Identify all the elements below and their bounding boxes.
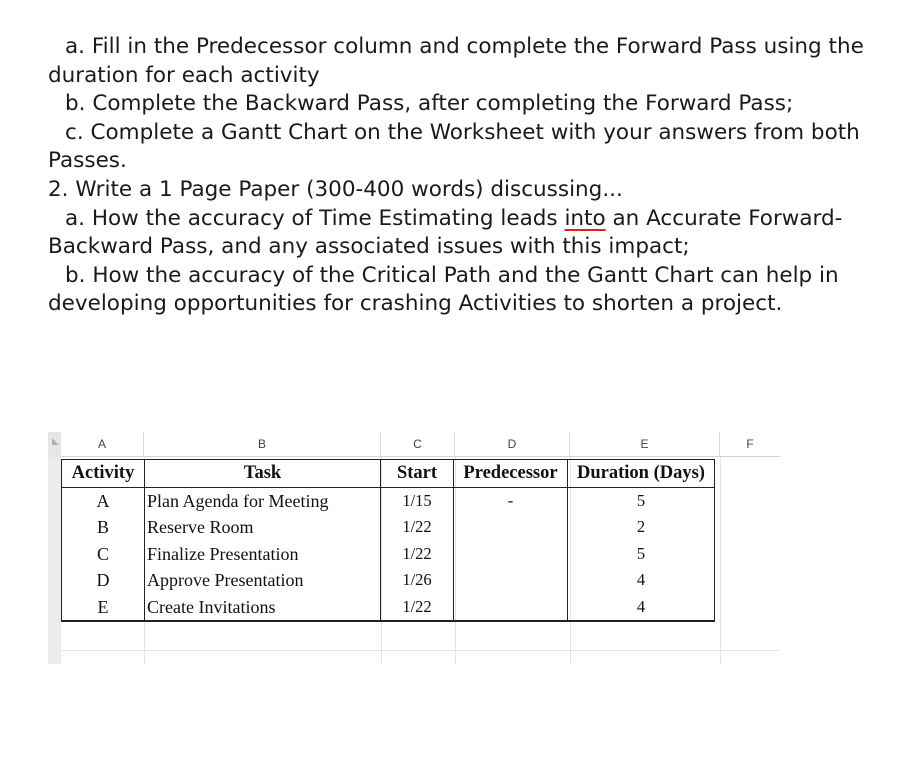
instruction-2b: b. How the accuracy of the Critical Path and the Gantt Chart can help in developing opportunities for crashing Activities to shorten a project. xyxy=(48,262,839,317)
cell-duration[interactable]: 5 xyxy=(568,541,715,568)
header-predecessor: Predecessor xyxy=(454,460,568,488)
cell-activity[interactable]: B xyxy=(62,514,145,541)
instruction-2a-pre: a. How the accuracy of Time Estimating leads xyxy=(65,205,565,231)
header-task: Task xyxy=(145,460,381,488)
column-header-f: F xyxy=(720,432,780,457)
assignment-instructions xyxy=(48,33,878,319)
cell-start[interactable]: 1/22 xyxy=(381,541,454,568)
row-header-strip xyxy=(48,457,61,664)
cell-predecessor[interactable]: - xyxy=(454,487,568,514)
header-duration: Duration (Days) xyxy=(568,460,715,488)
table-row xyxy=(62,541,715,568)
cell-duration[interactable]: 5 xyxy=(568,487,715,514)
cell-start[interactable]: 1/22 xyxy=(381,514,454,541)
instruction-1c: c. Complete a Gantt Chart on the Worksheet with your answers from both Passes. xyxy=(48,119,860,174)
cell-predecessor[interactable] xyxy=(454,594,568,622)
cell-activity[interactable]: D xyxy=(62,567,145,594)
cell-task[interactable]: Reserve Room xyxy=(145,514,381,541)
cell-duration[interactable]: 2 xyxy=(568,514,715,541)
cell-start[interactable]: 1/22 xyxy=(381,594,454,622)
table-row xyxy=(62,514,715,541)
cell-activity[interactable]: E xyxy=(62,594,145,622)
column-header-e: E xyxy=(570,432,720,457)
cell-task[interactable]: Create Invitations xyxy=(145,594,381,622)
cell-task[interactable]: Finalize Presentation xyxy=(145,541,381,568)
instruction-1a: a. Fill in the Predecessor column and complete the Forward Pass using the duration for each activity xyxy=(48,34,864,88)
cell-task[interactable]: Plan Agenda for Meeting xyxy=(145,487,381,514)
table-row xyxy=(62,487,715,514)
instruction-1b: b. Complete the Backward Pass, after completing the Forward Pass; xyxy=(65,91,794,117)
column-header-b: B xyxy=(144,432,381,457)
cell-predecessor[interactable] xyxy=(454,541,568,568)
table-row xyxy=(62,567,715,594)
cell-predecessor[interactable] xyxy=(454,514,568,541)
cell-duration[interactable]: 4 xyxy=(568,594,715,622)
column-header-c: C xyxy=(381,432,455,457)
cell-activity[interactable]: A xyxy=(62,487,145,514)
instruction-2a xyxy=(48,205,878,262)
spreadsheet-screenshot xyxy=(48,432,780,664)
column-header-d: D xyxy=(455,432,570,457)
instruction-2a-post: an Accurate Forward-Backward Pass, and any associated issues with this impact; xyxy=(48,205,843,260)
cell-start[interactable]: 1/26 xyxy=(381,567,454,594)
table-row xyxy=(62,594,715,622)
cell-duration[interactable]: 4 xyxy=(568,567,715,594)
column-header-a: A xyxy=(61,432,144,457)
cell-task[interactable]: Approve Presentation xyxy=(145,567,381,594)
header-start: Start xyxy=(381,460,454,488)
cell-predecessor[interactable] xyxy=(454,567,568,594)
select-all-corner xyxy=(48,432,62,457)
cell-activity[interactable]: C xyxy=(62,541,145,568)
header-activity: Activity xyxy=(62,460,145,488)
activity-table xyxy=(61,459,715,622)
instruction-2: 2. Write a 1 Page Paper (300-400 words) discussing... xyxy=(48,176,623,202)
spellcheck-flagged-word: into xyxy=(564,205,606,231)
table-header-row xyxy=(62,460,715,488)
cell-start[interactable]: 1/15 xyxy=(381,487,454,514)
